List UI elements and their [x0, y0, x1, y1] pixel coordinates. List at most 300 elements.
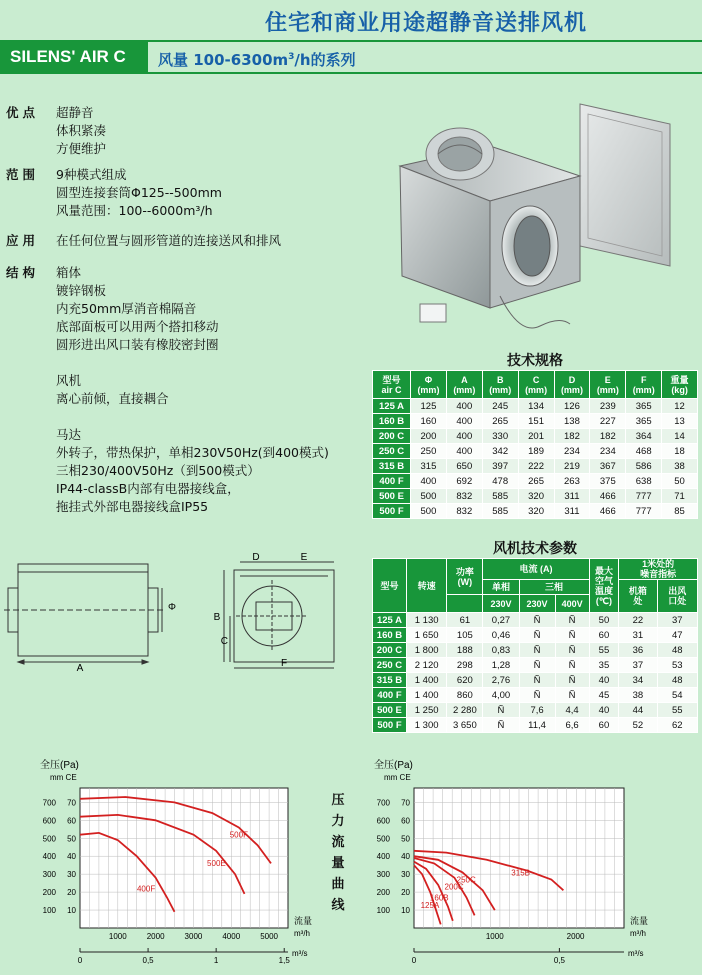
table-cell: 6,6 [555, 718, 589, 733]
secondary-tick-label: 1 [213, 956, 219, 965]
table-cell: 375 [590, 474, 626, 489]
table-cell: 37 [619, 658, 657, 673]
spec-line: 方便维护 [56, 141, 107, 156]
table-cell: 0,27 [483, 613, 519, 628]
table-cell: 54 [657, 688, 697, 703]
spec-header [411, 371, 447, 399]
table-cell: 53 [657, 658, 697, 673]
spec-line: 箱体 [56, 265, 82, 280]
table-row [373, 429, 698, 444]
mm-tick-label: 30 [401, 870, 410, 880]
row-model: 500 F [373, 718, 407, 733]
table-cell: 832 [446, 504, 482, 519]
table-cell: 1,28 [483, 658, 519, 673]
table-cell: 245 [482, 399, 518, 414]
table-cell: 265 [518, 474, 554, 489]
table-cell: 38 [662, 459, 698, 474]
x-tick-label: 5000 [260, 932, 278, 941]
spec-header-line: (mm) [417, 384, 440, 395]
th-noise [619, 559, 698, 580]
mm-tick-label: 20 [401, 888, 410, 898]
spec-line: 离心前倾，直接耦合 [56, 391, 169, 406]
table-cell: 45 [589, 688, 619, 703]
spec-line: 风机 [56, 373, 82, 388]
dimension-drawing [4, 550, 354, 675]
subtitle-sup: 3 [288, 52, 295, 62]
subtitle [158, 42, 356, 72]
y-tick-label: 200 [376, 888, 390, 898]
spec-line: 内充50mm厚消音棉隔音 [56, 301, 197, 316]
spec-header [482, 371, 518, 399]
table-cell: 585 [482, 504, 518, 519]
table-cell: 219 [554, 459, 590, 474]
pressure-flow-chart-right [368, 752, 702, 974]
subtitle-suffix: /h的系列 [294, 51, 356, 69]
table-cell: 367 [590, 459, 626, 474]
table-cell: 14 [662, 429, 698, 444]
header-line: 1米处的 [642, 559, 675, 569]
spec-line: 超静音 [56, 105, 94, 120]
dim-label-b: B [213, 612, 221, 623]
mm-tick-label: 30 [67, 870, 76, 880]
table-cell: 22 [619, 613, 657, 628]
table-row [373, 643, 698, 658]
curves-label-char: 量 [331, 856, 345, 871]
tech-spec-table [372, 370, 698, 519]
dim-label-c: C [220, 636, 228, 647]
y-axis-unit: mm CE [50, 773, 77, 782]
table-row [373, 414, 698, 429]
header-line: 出风 [668, 586, 687, 596]
table-cell: 182 [590, 429, 626, 444]
table-cell: 60 [589, 718, 619, 733]
table-cell: 397 [482, 459, 518, 474]
table-cell: 85 [662, 504, 698, 519]
th-power-unit: (W) [457, 576, 473, 587]
spec-header-line: B [496, 374, 504, 385]
table-row [373, 673, 698, 688]
row-model: 160 B [373, 628, 407, 643]
table-cell: 0,46 [483, 628, 519, 643]
th-box [619, 580, 657, 613]
table-cell: 200 [411, 429, 447, 444]
header-line: 空气 [594, 575, 613, 586]
table-cell: 189 [518, 444, 554, 459]
spec-header-line: 型号 [382, 374, 401, 385]
curves-label-char: 力 [331, 814, 345, 829]
table-cell: 62 [657, 718, 697, 733]
table-row [373, 459, 698, 474]
series-label: 200C [444, 882, 464, 892]
x-tick-label: 1000 [485, 932, 504, 941]
table-cell: 48 [657, 673, 697, 688]
x-tick-label: 1000 [108, 932, 127, 941]
table-row [373, 489, 698, 504]
table-cell: 47 [657, 628, 697, 643]
spec-header-line: (mm) [489, 384, 512, 395]
table-cell: 365 [626, 414, 662, 429]
spec-line: 三相230/400V50Hz（到500模式） [56, 463, 260, 478]
table-row [373, 444, 698, 459]
y-tick-label: 100 [42, 906, 56, 916]
spec-line: 体积紧凑 [56, 123, 107, 138]
spec-header [373, 371, 411, 399]
table-cell: 38 [619, 688, 657, 703]
th-power [447, 559, 483, 595]
y-tick-label: 700 [376, 798, 390, 808]
table-cell: 466 [590, 504, 626, 519]
table-cell: 182 [554, 429, 590, 444]
table-cell: 342 [482, 444, 518, 459]
secondary-tick-label: 0 [77, 956, 83, 965]
row-model: 125 A [373, 613, 407, 628]
mm-tick-label: 70 [401, 798, 410, 808]
th-400v: 400V [555, 595, 589, 613]
table-cell: 188 [447, 643, 483, 658]
table-cell: Ñ [519, 688, 555, 703]
brand-label: SILENS' AIR C [0, 42, 148, 72]
mm-tick-label: 20 [67, 888, 76, 898]
table-cell: 638 [626, 474, 662, 489]
row-model: 125 A [373, 399, 411, 414]
y-tick-label: 400 [42, 852, 56, 862]
subtitle-text: 风量 100-6300m [158, 51, 289, 69]
table-cell: 35 [589, 658, 619, 673]
spec-header-line: 重量 [670, 374, 689, 385]
table-cell: 692 [446, 474, 482, 489]
header-line: 处 [633, 596, 643, 606]
table-cell: Ñ [555, 628, 589, 643]
series-label: 400F [136, 884, 156, 894]
row-model: 400 F [373, 474, 411, 489]
table-row [373, 703, 698, 718]
th-power-blank [447, 595, 483, 613]
spec-line: 圆型连接套筒Φ125--500mm [56, 185, 222, 200]
table-cell: 4,4 [555, 703, 589, 718]
spec-header [446, 371, 482, 399]
table-cell: 125 [411, 399, 447, 414]
curves-label-char: 曲 [331, 877, 345, 892]
table-row [373, 658, 698, 673]
spec-header-line: (mm) [453, 384, 476, 395]
mm-tick-label: 50 [401, 834, 410, 844]
row-model: 500 F [373, 504, 411, 519]
table-cell: 365 [626, 399, 662, 414]
table-cell: 400 [446, 414, 482, 429]
x-tick-label: 3000 [184, 932, 203, 941]
y-tick-label: 200 [42, 888, 56, 898]
table-cell: 12 [662, 399, 698, 414]
spec-header [626, 371, 662, 399]
table-row [373, 474, 698, 489]
row-model: 315 B [373, 673, 407, 688]
row-model: 200 C [373, 643, 407, 658]
spec-header-line: (mm) [560, 384, 583, 395]
table-cell: 201 [518, 429, 554, 444]
y-axis-label: 全压(Pa) [40, 760, 79, 771]
spec-label: 结构 [6, 265, 40, 280]
table-cell: 18 [662, 444, 698, 459]
th-outlet [657, 580, 697, 613]
mm-tick-label: 40 [401, 852, 410, 862]
table-row [373, 628, 698, 643]
table-cell: 263 [554, 474, 590, 489]
fan-params-table [372, 558, 698, 733]
table-row [373, 688, 698, 703]
header-line: 机箱 [628, 586, 647, 596]
spec-header-line: (kg) [671, 384, 688, 395]
table-cell: Ñ [483, 718, 519, 733]
th-model: 型号 [373, 559, 407, 613]
header-line: 口处 [668, 596, 687, 606]
row-model: 200 C [373, 429, 411, 444]
spec-header [590, 371, 626, 399]
table-cell: 50 [589, 613, 619, 628]
series-label: 500E [207, 859, 226, 869]
table-cell: 71 [662, 489, 698, 504]
table-cell: 364 [626, 429, 662, 444]
mm-tick-label: 70 [67, 798, 76, 808]
spec-header-line: E [604, 374, 611, 385]
table-cell: Ñ [519, 628, 555, 643]
secondary-tick-label: 0,5 [142, 956, 154, 965]
spec-lines [56, 104, 106, 158]
y-tick-label: 300 [42, 870, 56, 880]
table-cell: Ñ [555, 658, 589, 673]
table-cell: 1 130 [406, 613, 446, 628]
table-cell: 330 [482, 429, 518, 444]
table-cell: 134 [518, 399, 554, 414]
y-tick-label: 500 [376, 834, 390, 844]
table-cell: 0,83 [483, 643, 519, 658]
spec-header [518, 371, 554, 399]
table-cell: 3 650 [447, 718, 483, 733]
table-cell: Ñ [555, 643, 589, 658]
spec-header-line: (mm) [632, 384, 655, 395]
table-cell: 44 [619, 703, 657, 718]
row-model: 500 E [373, 703, 407, 718]
x-tick-label: 4000 [222, 932, 241, 941]
row-model: 400 F [373, 688, 407, 703]
table-cell: 48 [657, 643, 697, 658]
spec-line: 9种模式组成 [56, 167, 127, 182]
table-cell: 400 [446, 399, 482, 414]
table-cell: 1 400 [406, 688, 446, 703]
spec-header-line: (mm) [596, 384, 619, 395]
table-cell: 1 250 [406, 703, 446, 718]
table-cell: 2 120 [406, 658, 446, 673]
spec-header-line: C [532, 374, 540, 385]
table-cell: 105 [447, 628, 483, 643]
table-row [373, 718, 698, 733]
table-cell: 832 [446, 489, 482, 504]
table-cell: 250 [411, 444, 447, 459]
spec-header-line: air C [381, 384, 402, 395]
table-cell: 55 [657, 703, 697, 718]
table-cell: 61 [447, 613, 483, 628]
curves-label [326, 790, 350, 916]
table-cell: 239 [590, 399, 626, 414]
table-cell: 7,6 [519, 703, 555, 718]
table-cell: 1 650 [406, 628, 446, 643]
spec-line: 底部面板可以用两个搭扣移动 [56, 319, 219, 334]
spec-header-line: A [461, 374, 468, 385]
table-cell: Ñ [483, 703, 519, 718]
th-speed: 转速 [406, 559, 446, 613]
table-cell: 160 [411, 414, 447, 429]
table-cell: Ñ [519, 673, 555, 688]
spec-lines [56, 166, 222, 220]
spec-line: 风量范围：100--6000m³/h [56, 203, 213, 218]
header-line: 温度 [594, 585, 613, 596]
table-cell: 585 [482, 489, 518, 504]
table-cell: Ñ [519, 658, 555, 673]
table-cell: 11,4 [519, 718, 555, 733]
table-cell: 138 [554, 414, 590, 429]
x-axis-unit: m³/h [294, 929, 310, 938]
table-cell: 311 [554, 504, 590, 519]
table-cell: 1 400 [406, 673, 446, 688]
secondary-axis-unit: m³/s [628, 949, 644, 958]
table-cell: 151 [518, 414, 554, 429]
table-cell: 50 [662, 474, 698, 489]
spec-label: 范围 [6, 167, 40, 182]
y-tick-label: 600 [42, 816, 56, 826]
table-cell: 478 [482, 474, 518, 489]
th-temp [589, 559, 619, 613]
brand-bar [0, 40, 702, 74]
table-cell: Ñ [519, 613, 555, 628]
mm-tick-label: 60 [67, 816, 76, 826]
y-axis-unit: mm CE [384, 773, 411, 782]
row-model: 250 C [373, 444, 411, 459]
spec-line: 马达 [56, 427, 82, 442]
table-cell: 227 [590, 414, 626, 429]
y-tick-label: 100 [376, 906, 390, 916]
table-cell: 650 [446, 459, 482, 474]
th-power-label: 功率 [455, 566, 474, 577]
th-single: 单相 [483, 580, 519, 595]
row-model: 500 E [373, 489, 411, 504]
th-230v: 230V [483, 595, 519, 613]
table-row [373, 613, 698, 628]
spec-lines [56, 232, 281, 250]
table-cell: 52 [619, 718, 657, 733]
table-row [373, 399, 698, 414]
table-cell: 620 [447, 673, 483, 688]
series-label: 250C [456, 875, 476, 885]
mm-tick-label: 40 [67, 852, 76, 862]
table-cell: 31 [619, 628, 657, 643]
table-cell: 400 [411, 474, 447, 489]
row-model: 250 C [373, 658, 407, 673]
table-cell: 777 [626, 489, 662, 504]
th-current: 电流 (A) [483, 559, 589, 580]
mm-tick-label: 50 [67, 834, 76, 844]
spec-label: 应用 [6, 233, 40, 248]
fan-params-title: 风机技术参数 [493, 541, 577, 557]
table-cell: 2 280 [447, 703, 483, 718]
y-tick-label: 300 [376, 870, 390, 880]
table-cell: 222 [518, 459, 554, 474]
spec-line: IP44-classB内部有电器接线盒， [56, 481, 240, 496]
table-cell: 466 [590, 489, 626, 504]
spec-line: 拖挂式外部电器接线盒IP55 [56, 499, 209, 514]
table-cell: 36 [619, 643, 657, 658]
y-tick-label: 700 [42, 798, 56, 808]
table-row [373, 504, 698, 519]
table-cell: 13 [662, 414, 698, 429]
series-label: 315B [511, 868, 530, 878]
table-cell: 315 [411, 459, 447, 474]
spec-line [56, 354, 329, 372]
table-cell: 400 [446, 429, 482, 444]
row-model: 160 B [373, 414, 411, 429]
curves-label-char: 流 [331, 835, 345, 850]
table-cell: 40 [589, 703, 619, 718]
table-cell: 126 [554, 399, 590, 414]
series-label: 125A [420, 900, 440, 910]
table-cell: 4,00 [483, 688, 519, 703]
spec-line [56, 408, 329, 426]
x-axis-label: 流量 [630, 916, 649, 926]
table-cell: 40 [589, 673, 619, 688]
spec-lines [56, 264, 329, 516]
spec-line: 外转子，带热保护，单相230V50Hz(到400模式) [56, 445, 329, 460]
x-tick-label: 2000 [566, 932, 585, 941]
table-cell: 1 300 [406, 718, 446, 733]
pressure-flow-chart-left [0, 752, 320, 974]
y-tick-label: 500 [42, 834, 56, 844]
table-cell: 320 [518, 489, 554, 504]
spec-header-line: D [568, 374, 576, 385]
tech-spec-title: 技术规格 [507, 353, 563, 369]
x-axis-label: 流量 [294, 916, 313, 926]
table-cell: 60 [589, 628, 619, 643]
table-cell: 860 [447, 688, 483, 703]
mm-tick-label: 10 [401, 906, 410, 916]
table-cell: 265 [482, 414, 518, 429]
table-cell: 500 [411, 489, 447, 504]
dim-label-d: D [252, 552, 260, 563]
th-three: 三相 [519, 580, 589, 595]
series-label: 160B [429, 893, 449, 903]
secondary-tick-label: 0,5 [553, 956, 565, 965]
table-cell: 234 [590, 444, 626, 459]
mm-tick-label: 60 [401, 816, 410, 826]
table-cell: 586 [626, 459, 662, 474]
table-cell: 34 [619, 673, 657, 688]
spec-label: 优点 [6, 105, 40, 120]
mm-tick-label: 10 [67, 906, 76, 916]
header-line: 最大 [594, 565, 613, 576]
dim-label-a: A [76, 663, 84, 674]
table-cell: Ñ [555, 673, 589, 688]
secondary-axis-unit: m³/s [292, 949, 308, 958]
table-cell: 37 [657, 613, 697, 628]
spec-line: 在任何位置与圆形管道的连接送风和排风 [56, 233, 282, 248]
x-axis-unit: m³/h [630, 929, 646, 938]
table-cell: 400 [446, 444, 482, 459]
spec-line: 圆形进出风口装有橡胶密封圈 [56, 337, 219, 352]
header-line: (℃) [595, 595, 613, 606]
secondary-tick-label: 1,5 [278, 956, 290, 965]
row-model: 315 B [373, 459, 411, 474]
dim-label-f: F [280, 658, 288, 669]
y-axis-label: 全压(Pa) [374, 760, 413, 771]
spec-line: 镀锌钢板 [56, 283, 107, 298]
spec-header [554, 371, 590, 399]
